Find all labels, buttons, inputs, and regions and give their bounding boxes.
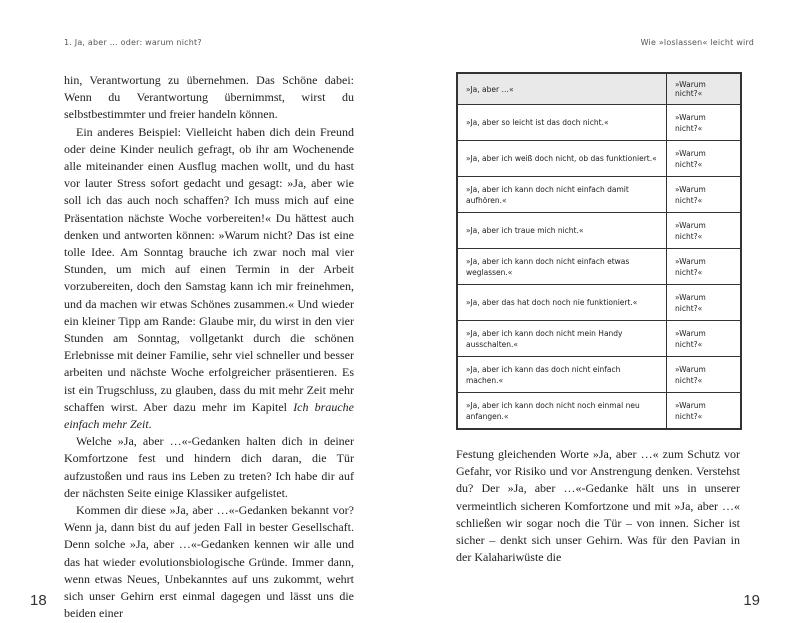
table-cell: »Warum nicht?« [667,249,741,285]
table-row [458,177,741,213]
table-header-row [458,74,741,105]
table-cell: »Ja, aber ich weiß doch nicht, ob das funktioniert.« [458,141,667,177]
table-cell: »Ja, aber ich kann das doch nicht einfach machen.« [458,357,667,393]
chapter-reference: Ich brauche einfach mehr Zeit [64,399,354,432]
table-cell: »Warum nicht?« [667,177,741,213]
table-cell: »Warum nicht?« [667,285,741,321]
paragraph-text: Ein anderes Beispiel: Vielleicht haben dich dein Freund oder deine Kinder neulich gefragt, ob ihr am Wochenende alle miteinander einen Ausflug machen wollt, und du hast vor lauter Stress sofort gedacht und gesagt: »Ja, aber wie soll ich das auch noch schaffen? Ich muss mich auf eine Präsentation nächste Woche vorbereiten!« Du hättest auch denken und antworten können: »Warum nicht? Das ist eine tolle Idee. Am Sonntag brauche ich zwar noch mal vier Stunden, um mich auf einen Termin in der Arbeit vorzubereiten, doch den Samstag kann ich mir freinehmen, und da machen wir etwas Schönes zusammen.« Und wieder ein kleiner Tipp am Rande: Glaube mir, du wirst in den vier Stunden am Sonntag, vollgetankt durch die schönen Erlebnisse mit deiner Familie, sehr viel schneller und besser arbeiten und nächste Woche erfolgreicher präsentieren. Es ist ein Trugschluss, zu glauben, dass du mit mehr Zeit mehr schaffen wirst. Aber dazu mehr im Kapitel [64,124,354,414]
page-number-right: 19 [743,592,760,609]
table-cell: »Ja, aber ich kann doch nicht mein Handy ausschalten.« [458,321,667,357]
chapter-reference-suffix: . [148,417,152,432]
table-cell: »Ja, aber ich kann doch nicht noch einmal neu anfangen.« [458,393,667,429]
right-body-text [456,446,740,566]
paragraph [64,124,354,434]
table-cell: »Warum nicht?« [667,357,741,393]
table-cell: »Ja, aber ich kann doch nicht einfach damit aufhören.« [458,177,667,213]
table-cell: »Warum nicht?« [667,213,741,249]
page-number-left: 18 [30,592,47,609]
table-cell: »Warum nicht?« [667,393,741,429]
table-cell: »Ja, aber so leicht ist das doch nicht.« [458,105,667,141]
running-head-left: 1. Ja, aber … oder: warum nicht? [64,38,202,47]
table-header-cell: »Warum nicht?« [667,74,741,105]
paragraph: Kommen dir diese »Ja, aber …«-Gedanken bekannt vor? Wenn ja, dann bist du auf jeden Fall in bester Gesellschaft. Denn solche »Ja, aber …«-Gedanken kennen wir alle und das hat wieder evolutionsbiologische Gründe. Immer dann, wenn etwas Neues, Unbekanntes auf uns zukommt, wehrt sich unser Gehirn erst einmal dagegen und lässt uns die beiden einer [64,503,354,621]
table-row [458,321,741,357]
table-cell: »Ja, aber das hat doch noch nie funktioniert.« [458,285,667,321]
table-cell: »Warum nicht?« [667,105,741,141]
ja-aber-table [456,72,742,430]
comparison-table [457,73,741,429]
left-page [0,0,400,622]
table-header-cell: »Ja, aber …« [458,74,667,105]
table-cell: »Warum nicht?« [667,141,741,177]
table-row [458,105,741,141]
table-row [458,393,741,429]
table-row [458,141,741,177]
table-row [458,213,741,249]
table-row [458,285,741,321]
paragraph: Festung gleichenden Worte »Ja, aber …« zum Schutz vor Gefahr, vor Risiko und vor Anstrengung denken. Verstehst du? Der »Ja, aber …«-Gedanke hält uns in unserer vermeintlich sicheren Komfortzone und mit »Ja, aber …« schließen wir sogar noch die Tür – von innen. Sicher ist sicher – denkt sich unser Gehirn. Was für den Pavian in der Kalahariwüste die [456,447,740,565]
right-page [400,0,800,622]
table-cell: »Ja, aber ich traue mich nicht.« [458,213,667,249]
table-row [458,357,741,393]
table-cell: »Warum nicht?« [667,321,741,357]
left-body-text [64,72,354,623]
paragraph: Welche »Ja, aber …«-Gedanken halten dich in deiner Komfortzone fest und hindern dich daran, die Tür aufzustoßen und raus ins Leben zu treten? Ich habe dir auf der nächsten Seite einige Klassiker aufgelistet. [64,434,354,500]
running-head-right: Wie »loslassen« leicht wird [640,38,754,47]
table-cell: »Ja, aber ich kann doch nicht einfach etwas weglassen.« [458,249,667,285]
table-row [458,249,741,285]
paragraph: hin, Verantwortung zu übernehmen. Das Schöne dabei: Wenn du Verantwortung übernimmst, wirst du selbstbestimmter und freier handeln können. [64,73,354,122]
